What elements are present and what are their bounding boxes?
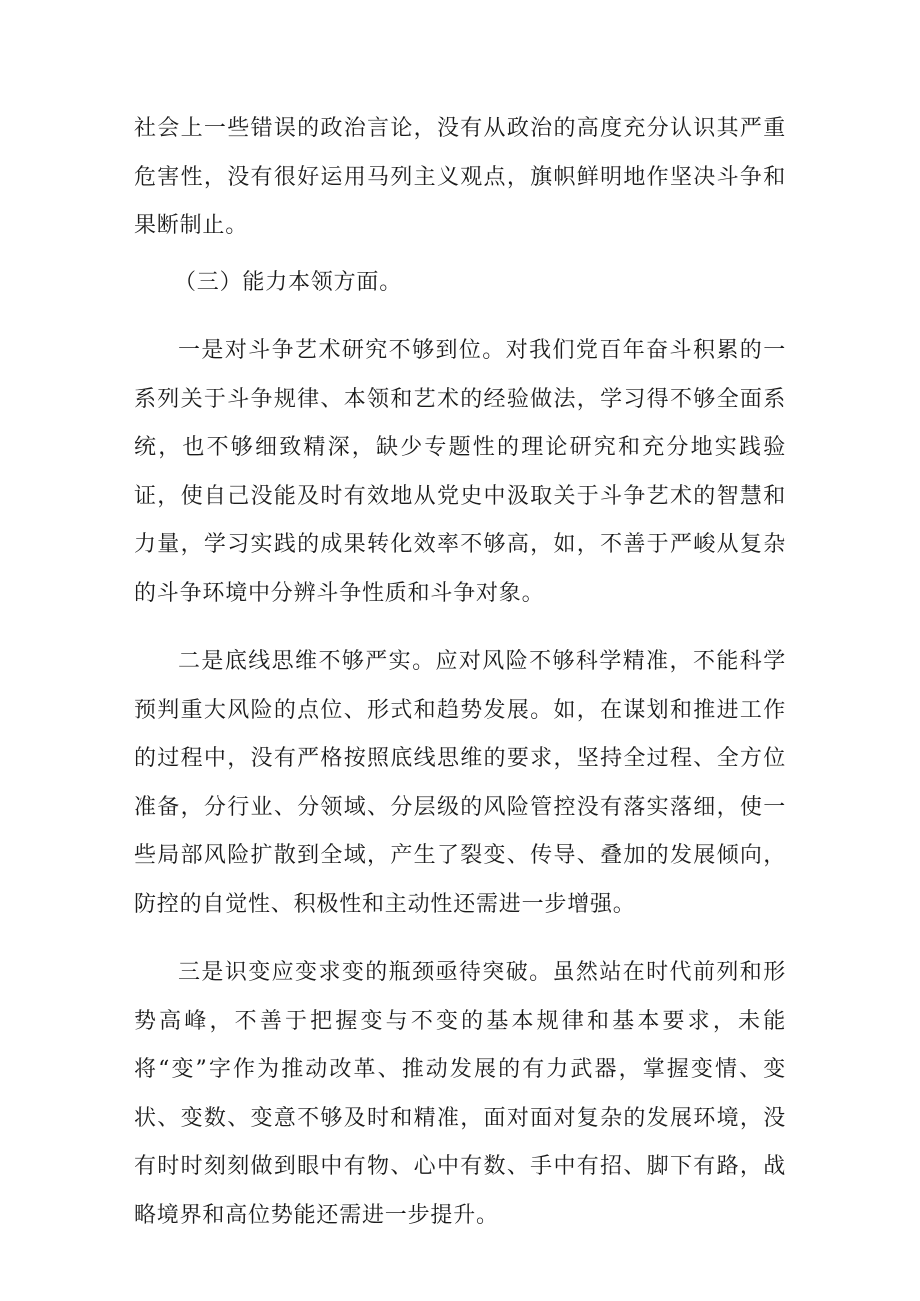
paragraph-continuation: 社会上一些错误的政治言论，没有从政治的高度充分认识其严重危害性，没有很好运用马列主义观点，旗帜鲜明地作坚决斗争和果断制止。 <box>134 116 786 238</box>
paragraph-point-three: 三是识变应变求变的瓶颈亟待突破。虽然站在时代前列和形势高峰，不善于把握变与不变的基本规律和基本要求，未能将“变”字作为推动改革、推动发展的有力武器，掌握变情、变状、变数、变意不够及时和精准，面对面对复杂的发展环境，没有时时刻刻做到眼中有物、心中有数、手中有招、脚下有路，战略境界和高位势能还需进一步提升。 <box>134 960 786 1228</box>
section-heading: （三）能力本领方面。 <box>174 269 403 295</box>
document-page <box>134 105 786 1240</box>
paragraph-point-two: 二是底线思维不够严实。应对风险不够科学精准，不能科学预判重大风险的点位、形式和趋势发展。如，在谋划和推进工作的过程中，没有严格按照底线思维的要求，坚持全过程、全方位准备，分行业、分领域、分层级的风险管控没有落实落细，使一些局部风险扩散到全域，产生了裂变、传导、叠加的发展倾向，防控的自觉性、积极性和主动性还需进一步增强。 <box>134 649 786 917</box>
paragraph-point-one: 一是对斗争艺术研究不够到位。对我们党百年奋斗积累的一系列关于斗争规律、本领和艺术的经验做法，学习得不够全面系统，也不够细致精深，缺少专题性的理论研究和充分地实践验证，使自己没能及时有效地从党史中汲取关于斗争艺术的智慧和力量，学习实践的成果转化效率不够高，如，不善于严峻从复杂的斗争环境中分辨斗争性质和斗争对象。 <box>134 338 786 606</box>
